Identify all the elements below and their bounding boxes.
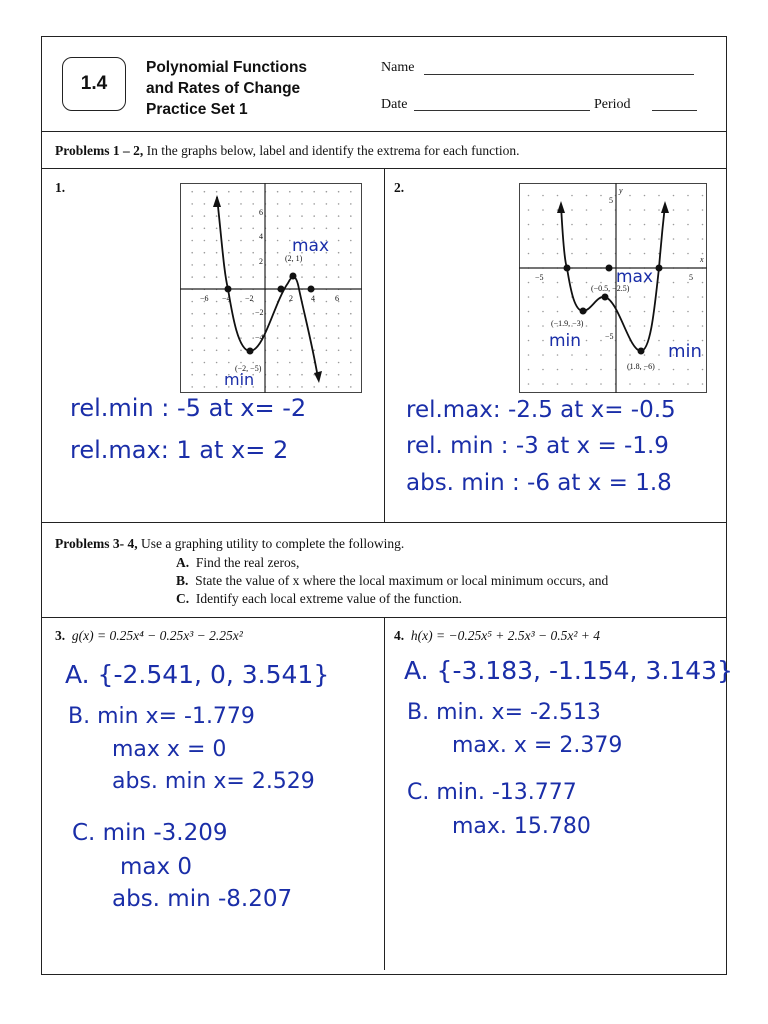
problem-4-answer-b2: max. x = 2.379: [452, 733, 623, 758]
instruction-item-b: [176, 573, 608, 589]
problem-3-answer-b3: abs. min x= 2.529: [112, 769, 315, 794]
problem-2-answer-1: rel.max: -2.5 at x= -0.5: [406, 397, 676, 423]
problem-1-number: 1.: [55, 180, 66, 195]
problem-4-answer-c1: C. min. -13.777: [407, 780, 577, 805]
instructions-1-bold: Problems 1 – 2,: [55, 143, 144, 158]
g1-point-label: (2, 1): [285, 254, 303, 263]
g1-ytick: 4: [259, 232, 263, 241]
instructions-2-bold: Problems 3- 4,: [55, 536, 138, 551]
item-letter: A.: [176, 555, 190, 570]
problem-3-number: 3.: [55, 628, 66, 643]
g2-point-label: (−0.5, −2.5): [591, 284, 630, 293]
g1-min-annotation: min: [224, 370, 255, 389]
g1-xtick: 4: [311, 294, 315, 303]
problem-4-number: 4.: [394, 628, 405, 643]
problem-3-answer-b1: B. min x= -1.779: [68, 704, 255, 729]
problem-4-header: [394, 628, 600, 644]
g1-xtick: −6: [200, 294, 209, 303]
g1-xtick: 6: [335, 294, 339, 303]
problem-4-function: h(x) = −0.25x⁵ + 2.5x³ − 0.5x² + 4: [410, 628, 601, 643]
g2-y-axis-label: y: [619, 186, 623, 195]
problem-4-answer-a: A. {-3.183, -1.154, 3.143}: [404, 656, 733, 685]
problem-4-answer-c2: max. 15.780: [452, 814, 591, 839]
name-label: Name: [381, 60, 415, 75]
g2-min-annotation-2: min: [668, 341, 702, 362]
worksheet-title: [146, 57, 307, 120]
divider: [384, 617, 385, 970]
problem-3-answer-c3: abs. min -8.207: [112, 886, 293, 912]
item-text: Identify each local extreme value of the function.: [195, 591, 463, 606]
instruction-item-c: [176, 591, 462, 607]
section-badge: [62, 57, 126, 111]
g2-ytick: −5: [605, 332, 614, 341]
divider: [384, 168, 385, 522]
problem-2-answer-3: abs. min : -6 at x = 1.8: [406, 470, 672, 496]
instructions-2: [55, 536, 404, 552]
title-line-2: and Rates of Change: [146, 80, 301, 97]
problem-4-answer-b1: B. min. x= -2.513: [407, 700, 601, 725]
g2-x-axis-label: x: [700, 255, 704, 264]
item-letter: B.: [176, 573, 189, 588]
g2-ytick: 5: [609, 196, 613, 205]
g1-xtick: −4: [222, 294, 231, 303]
graph-1: [180, 183, 362, 393]
problem-1-answer-1: rel.min : -5 at x= -2: [70, 394, 307, 422]
g2-xtick: 5: [689, 273, 693, 282]
instruction-item-a: [176, 555, 299, 571]
g1-ytick: −2: [255, 308, 264, 317]
date-field[interactable]: [414, 110, 590, 111]
title-line-1: Polynomial Functions: [146, 59, 308, 76]
g1-max-annotation: max: [292, 236, 330, 256]
section-number: 1.4: [80, 73, 108, 94]
g2-point-label: (−1.9, −3): [551, 319, 584, 328]
period-label: Period: [594, 97, 631, 112]
g1-xtick: −2: [245, 294, 254, 303]
g1-ytick: 2: [259, 257, 263, 266]
problem-3-answer-b2: max x = 0: [112, 737, 227, 762]
problem-3-function: g(x) = 0.25x⁴ − 0.25x³ − 2.25x²: [71, 628, 243, 643]
g1-ytick: −4: [255, 333, 264, 342]
title-line-3: Practice Set 1: [146, 101, 248, 118]
g1-ytick: 6: [259, 208, 263, 217]
item-text: State the value of x where the local maximum or local minimum occurs, and: [195, 573, 609, 588]
g2-min-annotation: min: [549, 331, 582, 351]
divider: [41, 131, 727, 132]
instructions-1: [55, 143, 519, 159]
instructions-2-text: Use a graphing utility to complete the following.: [137, 536, 405, 551]
problem-3-header: [55, 628, 243, 644]
problem-3-answer-c2: max 0: [120, 854, 193, 880]
item-letter: C.: [176, 591, 190, 606]
instructions-1-text: In the graphs below, label and identify the extrema for each function.: [143, 143, 520, 158]
g2-point-label: (1.8, −6): [627, 362, 655, 371]
name-field[interactable]: [424, 74, 694, 75]
problem-2-answer-2: rel. min : -3 at x = -1.9: [406, 433, 669, 459]
date-label: Date: [381, 97, 408, 112]
problem-3-answer-a: A. {-2.541, 0, 3.541}: [65, 660, 330, 689]
g1-xtick: 2: [289, 294, 293, 303]
g2-max-annotation: max: [616, 267, 654, 287]
period-field[interactable]: [652, 110, 697, 111]
problem-2-number: 2.: [394, 180, 405, 195]
g2-xtick: −5: [535, 273, 544, 282]
problem-1-answer-2: rel.max: 1 at x= 2: [70, 436, 289, 464]
item-text: Find the real zeros,: [195, 555, 300, 570]
divider: [41, 522, 727, 523]
g1-point-label: (−2, −5): [235, 364, 262, 373]
problem-3-answer-c1: C. min -3.209: [72, 820, 228, 846]
